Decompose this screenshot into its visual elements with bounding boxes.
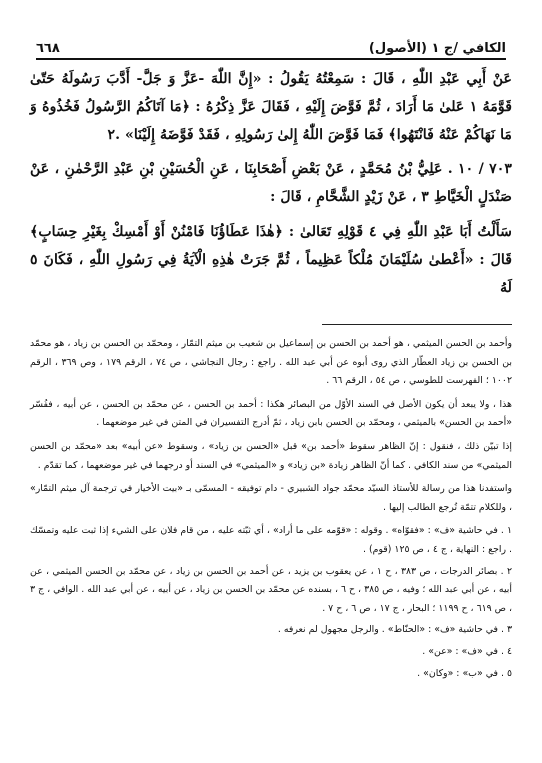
header-rule (36, 58, 506, 60)
running-title: الكافي /ج ١ (الأصول) (368, 41, 506, 56)
footnote: ٣ . في حاشية «ف» : «الحنّاط» . والرجل مجهول لم نعرفه . (277, 624, 512, 636)
footnote: ٥ . في «ب» : «وكان» . (417, 667, 512, 679)
footnote: إذا تبيّن ذلك ، فنقول : إنّ الظاهر سقوط «أحمد بن» قبل «الحسن بن زياد» ، وسقوط «عن أبيه» بعد «محمّد بن الحسن الميثمي» من سند الكافي . كما أنّ الظاهر زيادة «بن زياد» و «الميثمي» في السند أو درجهما في غير موضعهما ، كما تقدّم . (30, 440, 512, 471)
footnote: هذا ، ولا يبعد أن يكون الأصل في السند الأوّل من البصائر هكذا : أحمد بن الحسن ، عن محمّد بن الحسن ، عن أبيه ، ففُسّر «أحمد بن الحسن» بالميثمي ، ومحمّد بن الحسن بابن زياد ، ثمّ أدرج التفسيران في المتن في غير موضعهما . (30, 398, 512, 429)
hadith-isnad: ٧٠٣ / ١٠ . عَلِيُّ بْنُ مُحَمَّدٍ ، عَنْ بَعْضِ أَصْحَابِنَا ، عَنِ الْحُسَيْنِ بْنِ عَبْدِ الرَّحْمٰنِ ، عَنْ صَنْدَلٍ الْخَيَّاطِ ٣ ، عَنْ زَيْدٍ الشَّحَّامِ ، قَالَ : (30, 161, 512, 206)
footnote: وأحمد بن الحسن الميثمي ، هو أحمد بن الحسن بن إسماعيل بن شعيب بن ميثم التمّار ، ومحمّد بن الحسن بن زياد ، هو محمّد بن الحسن بن زياد العطّار الذي روى أبوه عن أبي عبد الله . راجع : رجال النجاشي ، ص ٧٤ ، الرقم ١٧٩ ، وص ٣٦٩ ، الرقم ١٠٠٢ ؛ الفهرست للطوسي ، ص ٥٤ ، الرقم ٦٦ . (30, 338, 512, 387)
footnote: ٢ . بصائر الدرجات ، ص ٣٨٣ ، ح ١ ، عن يعقوب بن يزيد ، عن أحمد بن الحسن بن زياد ، عن محمّد بن الحسن الميثمي ، عن أبيه ، عن أبي عبد الله ؛ وفيه ، ص ٣٨٥ ، ح ٦ ، بسنده عن محمّد بن الحسن بن زياد ، عن أبيه ، عن أبي عبد الله . الوافي ، ج ٣ ، ص ٦١٩ ، ح ١١٩٩ ؛ البحار ، ج ١٧ ، ص ٦ ، ح ٧ . (30, 565, 512, 614)
hadith-paragraph: عَنْ أَبِي عَبْدِ اللّٰهِ ، قَالَ : سَمِعْتُهُ يَقُولُ : «إِنَّ اللّٰهَ -عَزَّ وَ جَلَّ- أَدَّبَ رَسُولَهُ حَتّىٰ قَوَّمَهُ ١ عَلىٰ مَا أَرَادَ ، ثُمَّ فَوَّضَ إِلَيْهِ ، فَقَالَ عَزَّ ذِكْرُهُ : ﴿مَا آتَاكُمُ الرَّسُولُ فَخُذُوهُ وَ مَا نَهَاكُمْ عَنْهُ فَانْتَهُوا﴾ فَمَا فَوَّضَ اللّٰهُ إِلىٰ رَسُولِهِ ، فَقَدْ فَوَّضَهُ إِلَيْنَا» .٢ (30, 71, 512, 143)
footnote: ١ . في حاشية «ف» : «فقوّاه» . وقوله : «قوّمه على ما أراد» ، أي ثبّته عليه ، من قام فلان على الشيء إذا ثبت عليه وتمسّك . راجع : النهاية ، ج ٤ ، ص ١٢٥ (قوم) . (30, 525, 512, 555)
footnote: واستفدنا هذا من رسالة للأستاذ السيّد محمّد جواد الشبيري - دام توفيقه - المسمّى بـ «بيت الأخيار في ترجمة آل ميثم التمّار» ، وللكلام تتمّة تُرجع الطالب إليها . (30, 483, 512, 513)
page-header (36, 30, 506, 56)
footnote-rule (322, 324, 512, 325)
footnote: ٤ . في «ف» : «عن» . (422, 645, 512, 657)
footnotes (30, 335, 512, 686)
page-number: ٦٦٨ (36, 41, 60, 56)
hadith-paragraph: سَأَلْتُ أَبَا عَبْدِ اللّٰهِ فِي ٤ قَوْلِهِ تَعَالىٰ : ﴿هٰذَا عَطَاؤُنَا فَامْنُنْ أَوْ أَمْسِكْ بِغَيْرِ حِسَابٍ﴾ قَالَ : «أَعْطىٰ سُلَيْمَانَ مُلْكاً عَظِيماً ، ثُمَّ جَرَتْ هٰذِهِ الْآيَةُ فِي رَسُولِ اللّٰهِ ، فَكَانَ ٥ لَهُ (30, 223, 512, 296)
main-text (30, 66, 512, 302)
